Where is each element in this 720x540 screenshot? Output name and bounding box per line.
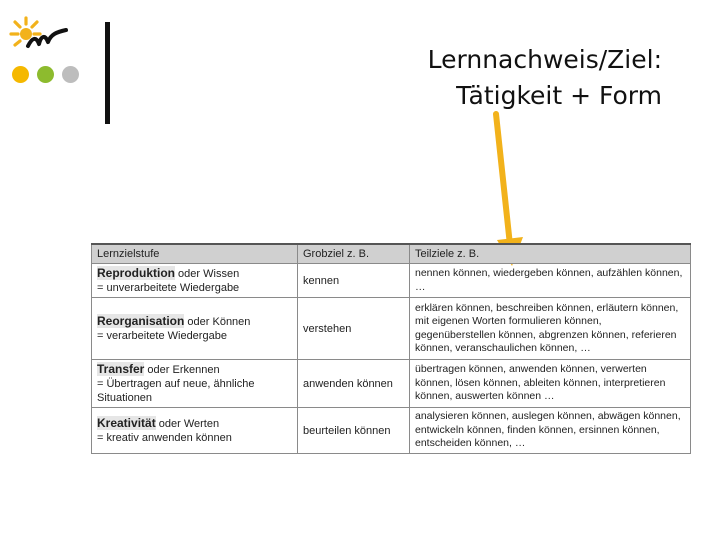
table-row: [92, 408, 691, 454]
stage-name: Transfer: [97, 362, 145, 376]
grobziel-cell: anwenden können: [298, 360, 410, 408]
teilziele-cell: analysieren können, auslegen können, abwägen können, entwickeln können, finden können, ersinnen können, entscheiden können, …: [410, 408, 691, 454]
stage-description: = unverarbeitete Wiedergabe: [97, 282, 240, 294]
grobziel-cell: verstehen: [298, 298, 410, 360]
title-line-2: Tätigkeit + Form: [456, 81, 662, 110]
stage-description: = Übertragen auf neue, ähnliche Situationen: [97, 378, 255, 404]
learning-goals-table: [91, 243, 691, 454]
header-grobziel: Grobziel z. B.: [298, 244, 410, 264]
stage-description: = verarbeitete Wiedergabe: [97, 330, 227, 342]
yellow-dot: [12, 66, 29, 83]
gray-dot: [62, 66, 79, 83]
stage-cell: [92, 360, 298, 408]
grobziel-cell: beurteilen können: [298, 408, 410, 454]
teilziele-cell: übertragen können, anwenden können, verwerten können, lösen können, ableiten können, interpretieren können, auswerten können …: [410, 360, 691, 408]
stage-cell: [92, 264, 298, 298]
stage-alt: oder Können: [184, 316, 251, 328]
table-row: [92, 264, 691, 298]
green-dot: [37, 66, 54, 83]
teilziele-cell: erklären können, beschreiben können, erläutern können, mit eigenen Worten formulieren können, gegenüberstellen können, abgrenzen können, referieren können, veranschaulichen können, …: [410, 298, 691, 360]
logo-dots: [12, 66, 79, 83]
table-row: [92, 298, 691, 360]
sun-bird-logo-icon: [8, 14, 70, 58]
stage-description: = kreativ anwenden können: [97, 432, 232, 444]
stage-name: Kreativität: [97, 416, 156, 430]
stage-cell: [92, 408, 298, 454]
teilziele-cell: nennen können, wiedergeben können, aufzählen können, …: [410, 264, 691, 298]
stage-name: Reorganisation: [97, 314, 185, 328]
vertical-divider: [105, 22, 110, 124]
grobziel-cell: kennen: [298, 264, 410, 298]
slide-title: [428, 42, 662, 114]
title-line-1: Lernnachweis/Ziel:: [427, 45, 662, 74]
stage-alt: oder Werten: [155, 418, 220, 430]
stage-cell: [92, 298, 298, 360]
stage-name: Reproduktion: [97, 266, 175, 280]
stage-alt: oder Erkennen: [144, 364, 220, 376]
stage-alt: oder Wissen: [175, 268, 240, 280]
table-header-row: [92, 244, 691, 264]
header-lernzielstufe: Lernzielstufe: [92, 244, 298, 264]
header-teilziele: Teilziele z. B.: [410, 244, 691, 264]
table-row: [92, 360, 691, 408]
